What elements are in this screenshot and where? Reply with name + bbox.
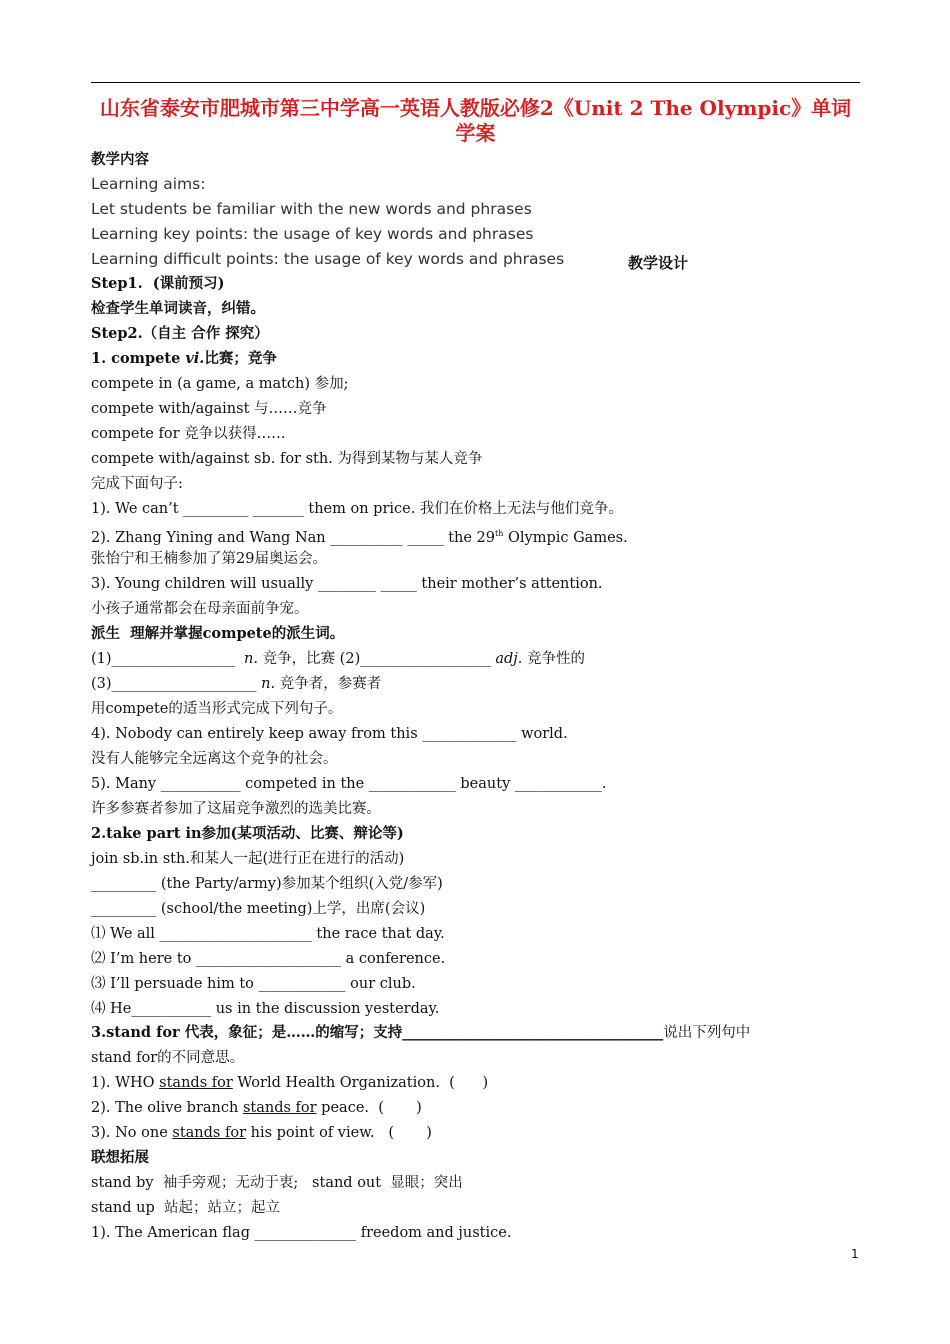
exercise-line: 2). The olive branch stands for peace. ( ) [91, 1100, 422, 1116]
exercise-line: 1). The American flag ______________ freedom and justice. [91, 1225, 512, 1241]
top-rule [91, 82, 860, 83]
translation-line: 许多参赛者参加了这届竞争激烈的选美比赛。 [91, 801, 381, 817]
step2-heading: Step2.（自主 合作 探究） [91, 325, 269, 342]
phrase-line: join sb.in sth.和某人一起(进行正在进行的活动) [91, 851, 405, 867]
step1-text: 检查学生单词读音，纠错。 [91, 300, 265, 317]
key-points: Learning key points: the usage of key words and phrases [91, 225, 534, 243]
item-compete-heading: 1. compete vi.比赛；竞争 [91, 350, 277, 367]
extension-heading: 联想拓展 [91, 1149, 149, 1166]
phrase-line: compete with/against sb. for sth. 为得到某物与某人竞争 [91, 451, 483, 467]
derivation-line: (3)____________________ n. 竞争者，参赛者 [91, 676, 382, 692]
learning-aims: Learning aims: [91, 175, 206, 193]
exercise-line: 5). Many ___________ competed in the ____________ beauty ____________. [91, 776, 607, 792]
page-title: 山东省泰安市肥城市第三中学高一英语人教版必修2《Unit 2 The Olympic》单词学案 [99, 96, 852, 145]
phrase-line: _________ (the Party/army)参加某个组织(入党/参军) [91, 876, 443, 892]
phrase-line: compete for 竞争以获得…… [91, 426, 286, 442]
exercise-line: ⑷ He___________ us in the discussion yesterday. [91, 1001, 440, 1017]
phrase-line: _________ (school/the meeting)上学，出席(会议) [91, 901, 426, 917]
derivation-line: (1)_________________ n. 竞争，比赛 (2)__________________ adj. 竞争性的 [91, 651, 585, 667]
exercise-line: 3). Young children will usually ________ _____ their mother’s attention. [91, 576, 603, 592]
exercise-line: 4). Nobody can entirely keep away from this _____________ world. [91, 726, 568, 742]
difficult-points: Learning difficult points: the usage of key words and phrases [91, 250, 565, 268]
exercise-line: 3). No one stands for his point of view. ( ) [91, 1125, 432, 1141]
phrase-line: stand up 站起；站立；起立 [91, 1200, 280, 1216]
exercise-line: ⑵ I’m here to ____________________ a conference. [91, 951, 446, 967]
exercise-line: 1). WHO stands for World Health Organization. ( ) [91, 1075, 489, 1091]
translation-line: 小孩子通常都会在母亲面前争宠。 [91, 601, 309, 617]
phrase-line: compete in (a game, a match) 参加; [91, 376, 349, 392]
instruction-line: 用compete的适当形式完成下列句子。 [91, 701, 343, 717]
phrase-line: compete with/against 与……竞争 [91, 401, 327, 417]
step1-heading: Step1. (课前预习) [91, 275, 225, 292]
item-stand-for-heading: 3.stand for 代表，象征；是……的缩写；支持____________________________________说出下列句中 [91, 1024, 751, 1041]
instruction-line: stand for的不同意思。 [91, 1050, 245, 1066]
item-take-part-heading: 2.take part in参加(某项活动、比赛、辩论等) [91, 825, 404, 842]
phrase-line: stand by 袖手旁观；无动于衷; stand out 显眼；突出 [91, 1175, 463, 1191]
exercise-line: 2). Zhang Yining and Wang Nan __________ _____ the 29th Olympic Games. [91, 529, 628, 546]
section-heading: 教学内容 [91, 151, 149, 168]
teaching-design-label: 教学设计 [628, 254, 689, 272]
derivation-heading: 派生 理解并掌握compete的派生词。 [91, 625, 345, 642]
translation-line: 张怡宁和王楠参加了第29届奥运会。 [91, 551, 327, 567]
exercise-line: 1). We can’t _________ _______ them on price. 我们在价格上无法与他们竞争。 [91, 501, 623, 517]
aim-text: Let students be familiar with the new words and phrases [91, 200, 532, 218]
translation-line: 没有人能够完全远离这个竞争的社会。 [91, 751, 338, 767]
exercise-line: ⑴ We all _____________________ the race that day. [91, 926, 445, 942]
instruction-line: 完成下面句子: [91, 476, 183, 492]
page-number: 1 [851, 1247, 859, 1261]
exercise-line: ⑶ I’ll persuade him to ____________ our club. [91, 976, 416, 992]
